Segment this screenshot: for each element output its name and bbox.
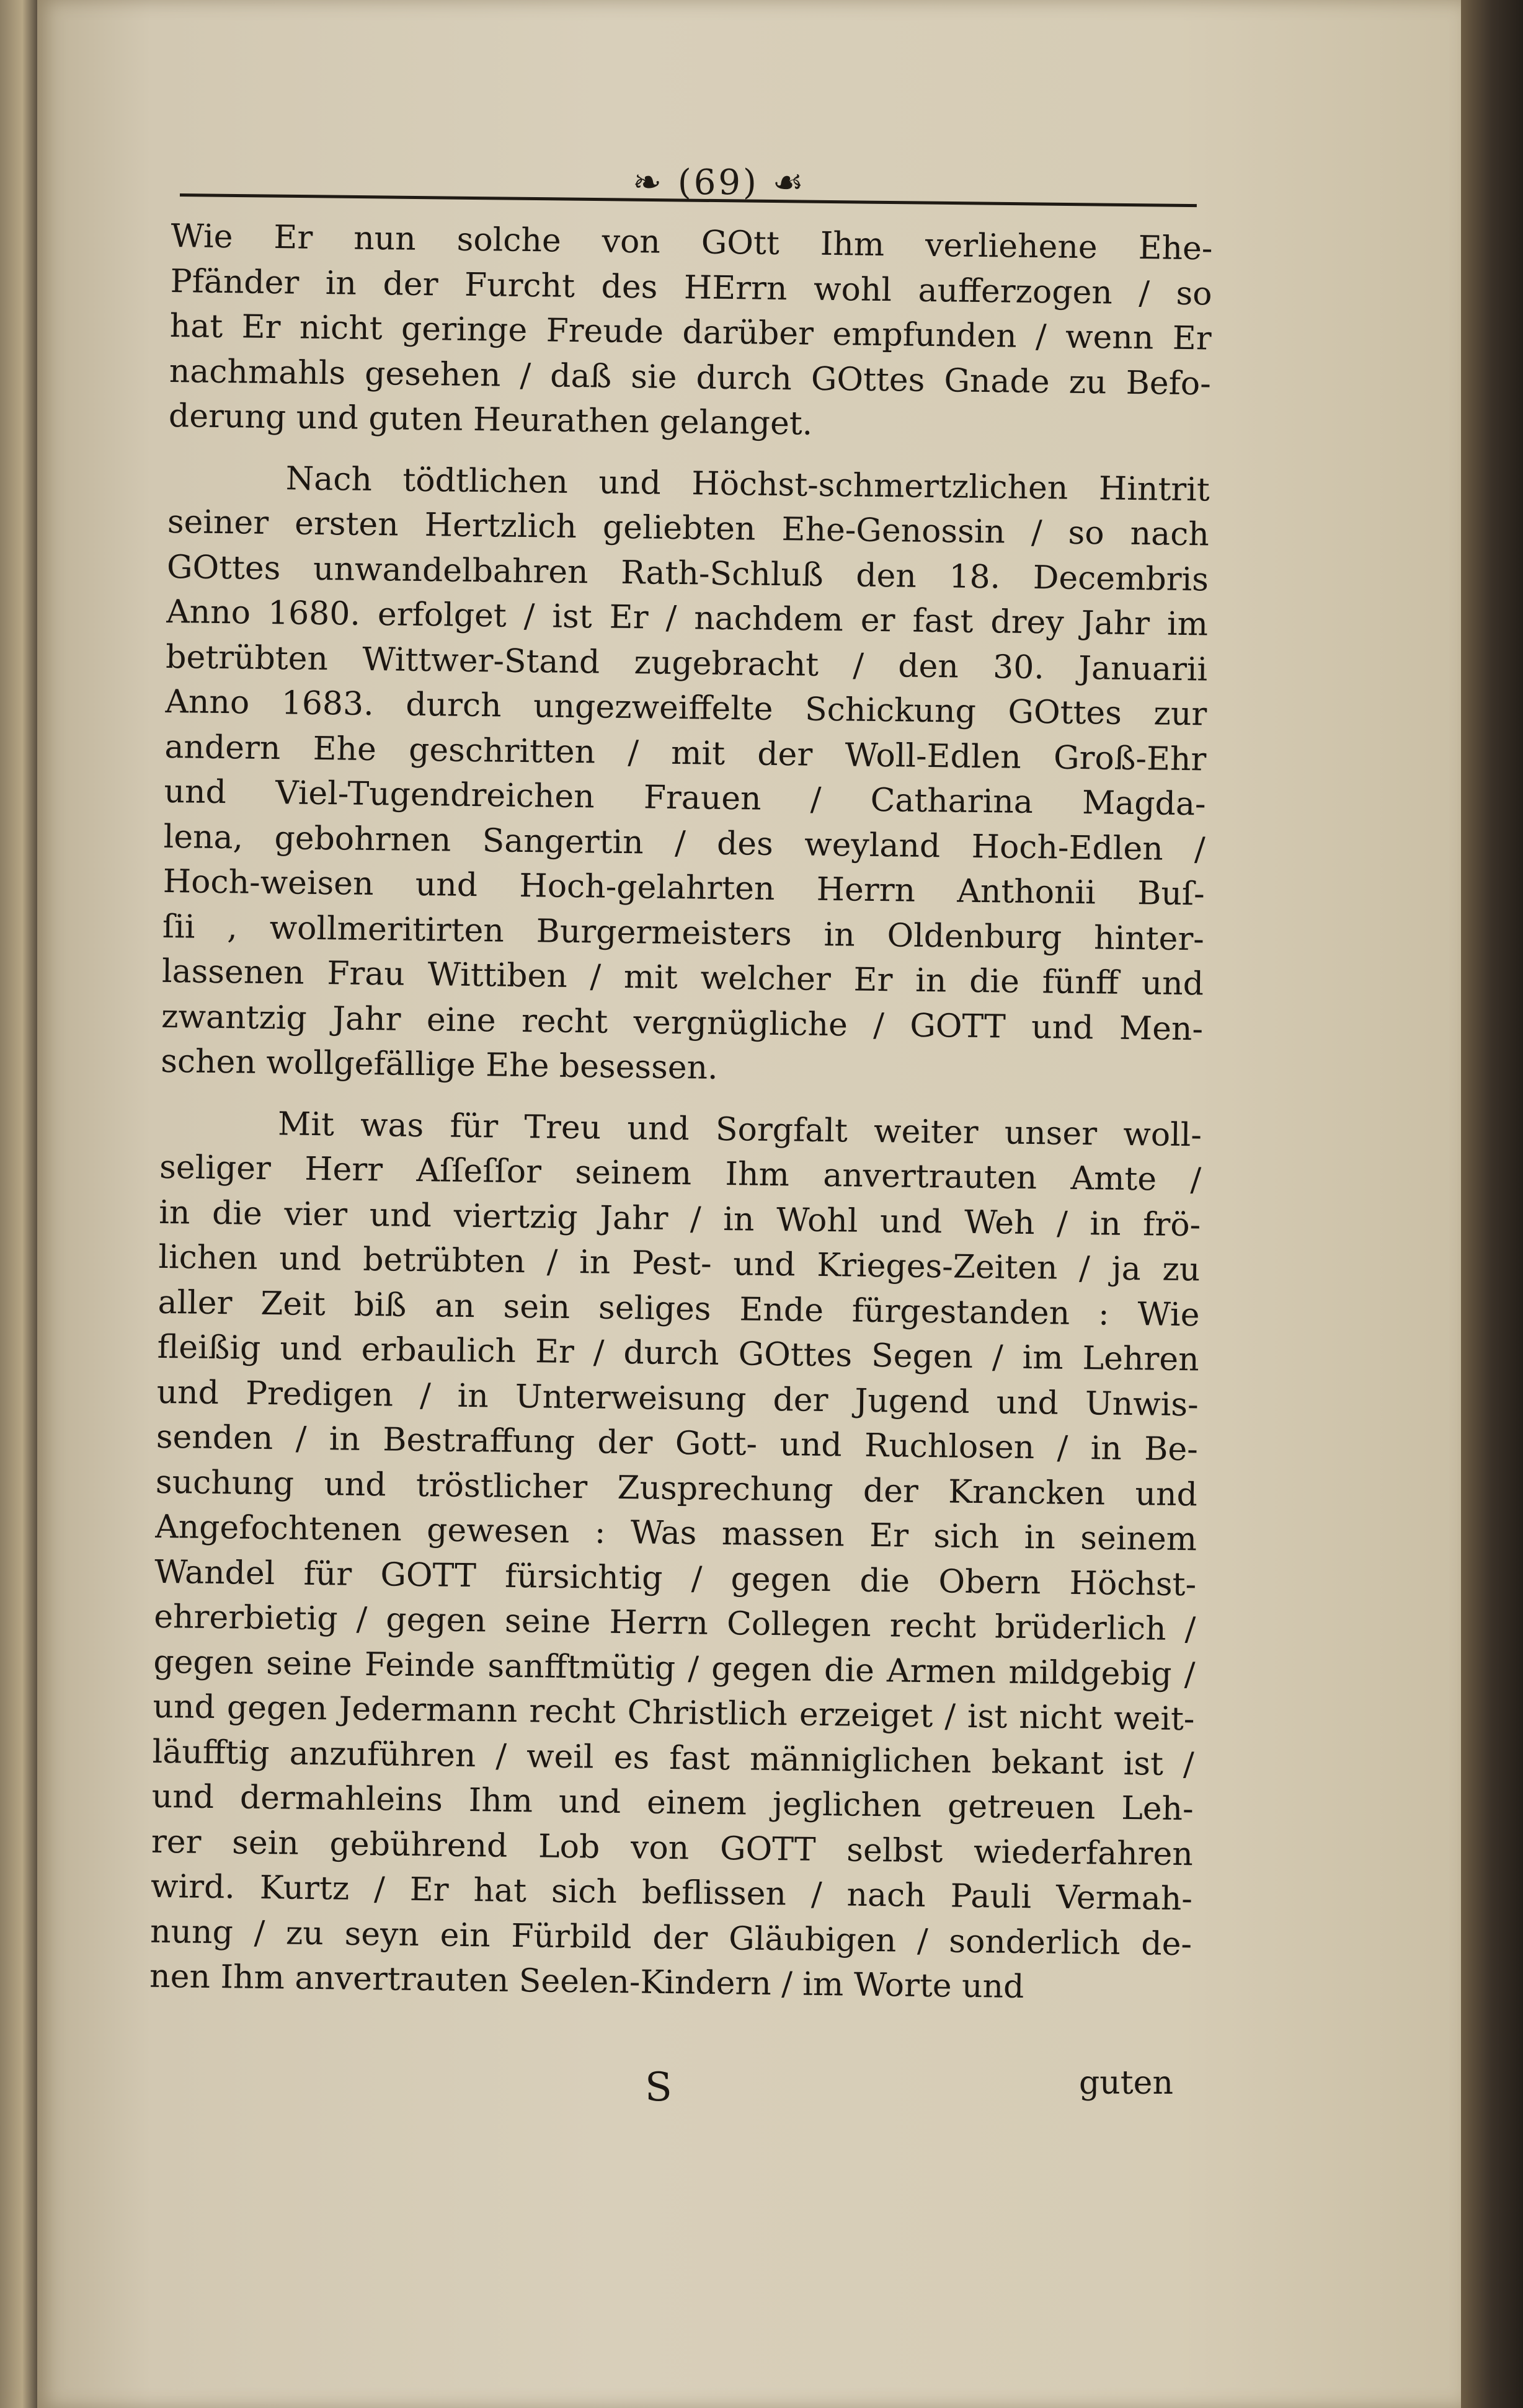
text-line: gegen seine Feinde sanfftmütig / gegen die Armen mildgebig / xyxy=(153,1643,1196,1693)
text-line: Pfänder in der Furcht des HErrn wohl aufferzogen / so xyxy=(170,262,1212,313)
text-line: läufftig anzuführen / weil es fast männiglichen bekant ist / xyxy=(152,1733,1194,1783)
text-line: Anno 1680. erfolget / ist Er / nachdem er fast drey Jahr im xyxy=(166,593,1209,644)
text-line: andern Ehe geschritten / mit der Woll-Edlen Groß-Ehr xyxy=(164,728,1207,778)
text-line: seliger Herr Aſſeſſor seinem Ihm anvertrauten Amte / xyxy=(159,1148,1202,1199)
text-line: GOttes unwandelbahren Rath-Schluß den 18. Decembris xyxy=(166,548,1209,598)
text-line: hat Er nicht geringe Freude darüber empfunden / wenn Er xyxy=(169,307,1212,358)
text-line: suchung und tröstlicher Zusprechung der Krancken und xyxy=(155,1463,1198,1513)
previous-page-edge xyxy=(0,0,37,2408)
catchword: guten xyxy=(1079,2065,1173,2102)
text-line: lena, gebohrnen Sangertin / des weyland Hoch-Edlen / xyxy=(163,818,1206,868)
text-line: aller Zeit biß an sein seliges Ende fürgestanden : Wie xyxy=(158,1283,1200,1334)
text-line: und gegen Jedermann recht Christlich erzeiget / ist nicht weit- xyxy=(153,1688,1195,1738)
text-line: wird. Kurtz / Er hat sich beflissen / nach Pauli Vermah- xyxy=(150,1867,1193,1918)
body-text xyxy=(149,214,1213,2012)
text-line: Wie Er nun solche von GOtt Ihm verliehene Ehe- xyxy=(171,217,1213,268)
text-line: lichen und betrübten / in Pest- und Krieges-Zeiten / ja zu xyxy=(158,1238,1201,1289)
signature-mark: S xyxy=(645,2065,672,2110)
text-line: senden / in Bestraffung der Gott- und Ruchlosen / in Be- xyxy=(156,1418,1199,1469)
text-line: nung / zu seyn ein Fürbild der Gläubigen / sonderlich de- xyxy=(149,1913,1192,1963)
page-number: ❧ (69) ☙ xyxy=(633,162,806,203)
text-line: betrübten Wittwer-Stand zugebracht / den 30. Januarii xyxy=(165,638,1208,688)
text-line: derung und guten Heurathen gelanget. xyxy=(168,397,813,443)
text-line: und dermahleins Ihm und einem jeglichen getreuen Leh- xyxy=(151,1777,1194,1828)
text-line: nen Ihm anvertrauten Seelen-Kindern / im Worte und xyxy=(149,1957,1024,2006)
page-header xyxy=(180,162,1197,206)
page-right-edge xyxy=(1461,0,1523,2408)
text-line: Mit was für Treu und Sorgfalt weiter unser woll- xyxy=(277,1105,1202,1154)
text-line: schen wollgefällige Ehe besessen. xyxy=(160,1042,719,1087)
text-line: lassenen Frau Wittiben / mit welcher Er in die fünff und xyxy=(161,952,1204,1003)
text-line: Nach tödtlichen und Höchst-schmertzlichen Hintrit xyxy=(285,459,1210,508)
text-line: Anno 1683. durch ungezweiffelte Schickung GOttes zur xyxy=(165,683,1207,733)
text-line: ſii , wollmeritirten Burgermeisters in Oldenburg hinter- xyxy=(162,908,1205,958)
text-line: und Viel-Tugendreichen Frauen / Catharina Magda- xyxy=(164,772,1206,823)
text-line: seiner ersten Hertzlich geliebten Ehe-Genossin / so nach xyxy=(167,503,1210,554)
text-line: Angefochtenen gewesen : Was massen Er sich in seinem xyxy=(154,1508,1197,1559)
text-line: in die vier und viertzig Jahr / in Wohl und Weh / in frö- xyxy=(158,1193,1201,1244)
paragraph xyxy=(169,214,1213,451)
text-line: zwantzig Jahr eine recht vergnügliche / GOTT und Men- xyxy=(161,998,1204,1048)
text-line: Wandel für GOTT fürsichtig / gegen die Obern Höchst- xyxy=(154,1553,1197,1603)
text-line: ehrerbietig / gegen seine Herrn Collegen recht brüderlich / xyxy=(153,1598,1196,1649)
paragraph xyxy=(161,454,1210,1096)
text-line: fleißig und erbaulich Er / durch GOttes Segen / im Lehren xyxy=(157,1328,1199,1379)
paragraph xyxy=(149,1100,1202,2011)
text-line: und Predigen / in Unterweisung der Jugend und Unwis- xyxy=(156,1373,1199,1423)
text-line: Hoch-weisen und Hoch-gelahrten Herrn Anthonii Buſ- xyxy=(162,862,1206,913)
text-line: nachmahls gesehen / daß sie durch GOttes Gnade zu Befo- xyxy=(169,352,1212,403)
text-line: rer sein gebührend Lob von GOTT selbst wiederfahren xyxy=(151,1823,1194,1873)
